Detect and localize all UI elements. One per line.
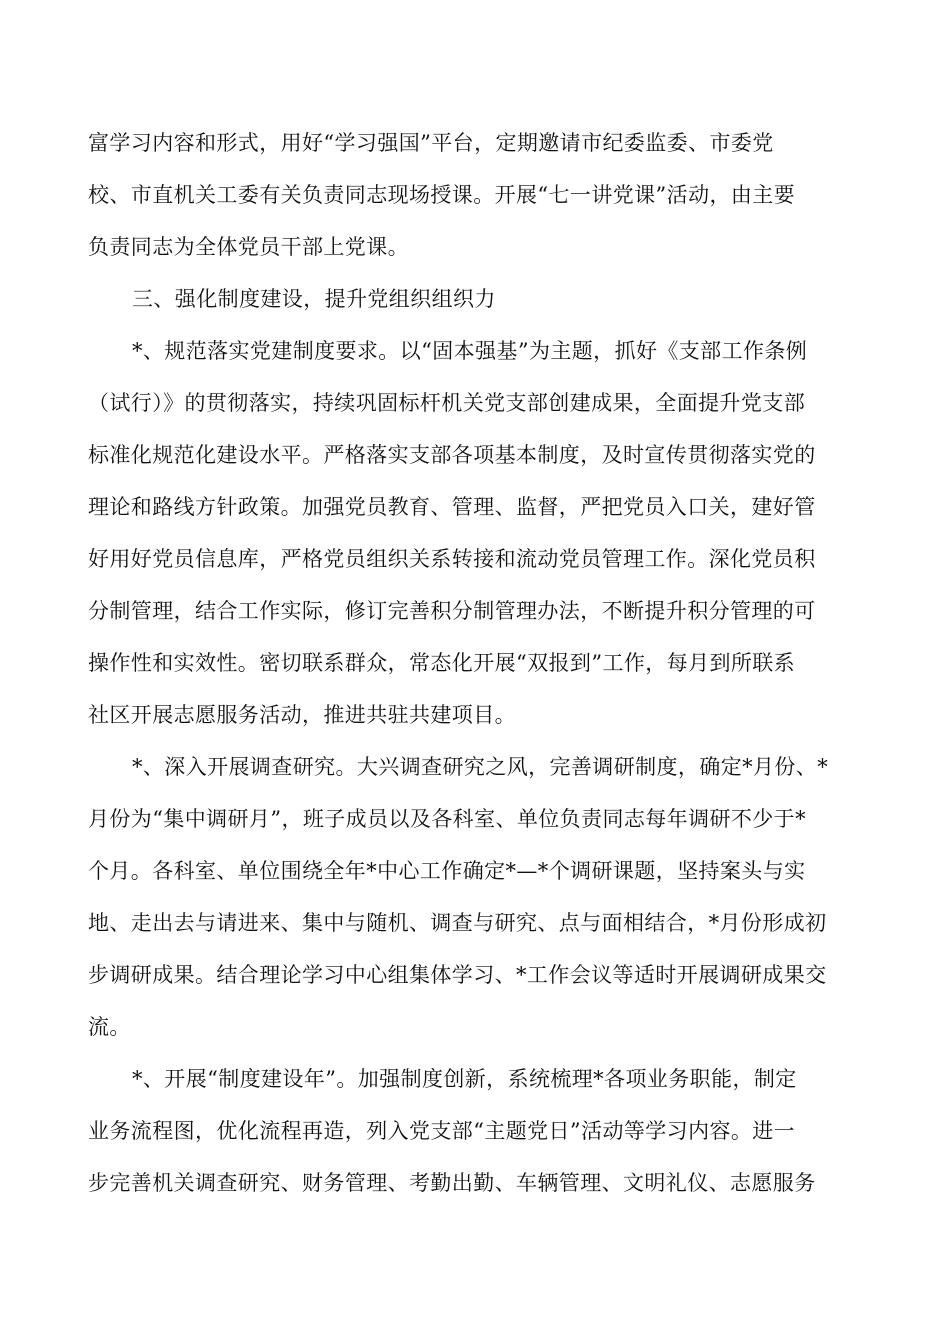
text-line: 理论和路线方针政策。加强党员教育、管理、监督，严把党员入口关，建好管 <box>88 495 816 519</box>
text-line: *、规范落实党建制度要求。以“固本强基”为主题，抓好《支部工作条例 <box>132 339 808 363</box>
paragraph-continuation <box>88 130 862 260</box>
text-line: 步完善机关调查研究、财务管理、考勤出勤、车辆管理、文明礼仪、志愿服务 <box>88 1171 816 1195</box>
text-line: 社区开展志愿服务活动，推进共驻共建项目。 <box>88 703 516 727</box>
paragraph-system-building <box>88 1066 862 1196</box>
text-line: 分制管理，结合工作实际，修订完善积分制管理办法，不断提升积分管理的可 <box>88 599 816 623</box>
text-line: 地、走出去与请进来、集中与随机、调查与研究、点与面相结合，*月份形成初 <box>88 911 827 935</box>
text-line: 好用好党员信息库，严格党员组织关系转接和流动党员管理工作。深化党员积 <box>88 547 816 571</box>
text-line: 流。 <box>88 1015 131 1039</box>
text-line: 操作性和实效性。密切联系群众，常态化开展“双报到”工作，每月到所联系 <box>88 651 796 675</box>
section-heading-text: 三、强化制度建设，提升党组织组织力 <box>132 287 496 311</box>
text-line: 富学习内容和形式，用好“学习强国”平台，定期邀请市纪委监委、市委党 <box>88 131 774 155</box>
section-heading <box>88 286 862 312</box>
text-line: （试行）》的贯彻落实，持续巩固标杆机关党支部创建成果，全面提升党支部 <box>88 391 806 415</box>
text-line: 步调研成果。结合理论学习中心组集体学习、*工作会议等适时开展调研成果交 <box>88 963 827 987</box>
text-line: 标准化规范化建设水平。严格落实支部各项基本制度，及时宣传贯彻落实党的 <box>88 443 816 467</box>
text-line: 月份为“集中调研月”，班子成员以及各科室、单位负责同志每年调研不少于* <box>88 807 806 831</box>
paragraph-research <box>88 754 862 1040</box>
paragraph-party-building-rules <box>88 338 862 728</box>
text-line: *、深入开展调查研究。大兴调查研究之风，完善调研制度，确定*月份、* <box>132 755 829 779</box>
text-line: 负责同志为全体党员干部上党课。 <box>88 235 409 259</box>
text-line: *、开展“制度建设年”。加强制度创新，系统梳理*各项业务职能，制定 <box>132 1067 797 1091</box>
text-line: 校、市直机关工委有关负责同志现场授课。开展“七一讲党课”活动，由主要 <box>88 183 796 207</box>
text-line: 业务流程图，优化流程再造，列入党支部“主题党日”活动等学习内容。进一 <box>88 1119 796 1143</box>
document-page <box>88 130 862 1196</box>
text-line: 个月。各科室、单位围绕全年*中心工作确定*—*个调研课题，坚持案头与实 <box>88 859 806 883</box>
